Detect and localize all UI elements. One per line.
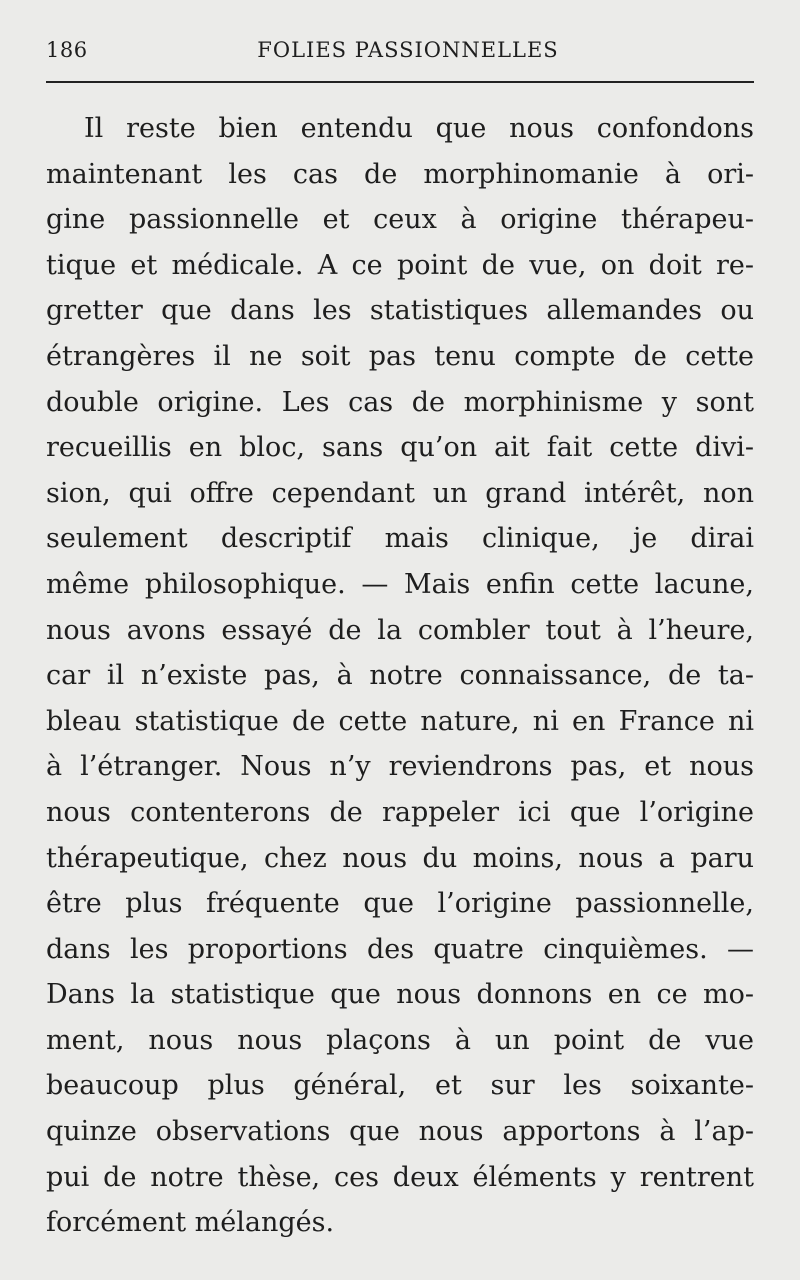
text-line: thérapeutique, chez nous du moins, nous a paru	[46, 842, 754, 874]
running-title: FOLIES PASSIONNELLES	[257, 38, 559, 62]
text-line: beaucoup plus général, et sur les soixante-	[46, 1070, 754, 1102]
text-line: double origine. Les cas de morphinisme y sont	[46, 386, 754, 418]
text-line: ment, nous nous plaçons à un point de vue	[46, 1024, 754, 1056]
text-line: recueillis en bloc, sans qu’on ait fait cette divi-	[46, 432, 754, 464]
text-line: gine passionnelle et ceux à origine thérapeu-	[46, 204, 754, 236]
page-header	[46, 38, 754, 70]
header-rule	[46, 81, 754, 83]
text-line: pui de notre thèse, ces deux éléments y rentrent	[46, 1161, 754, 1193]
text-line: à l’étranger. Nous n’y reviendrons pas, et nous	[46, 751, 754, 783]
text-line: dans les proportions des quatre cinquièmes. —	[46, 933, 754, 965]
text-line: même philosophique. — Mais enfin cette lacune,	[46, 568, 754, 600]
text-line: tique et médicale. A ce point de vue, on doit re-	[46, 249, 754, 281]
page-number: 186	[46, 38, 88, 62]
body-paragraph	[46, 106, 754, 1246]
text-line: être plus fréquente que l’origine passionnelle,	[46, 888, 754, 920]
text-line: sion, qui offre cependant un grand intérêt, non	[46, 477, 754, 509]
text-line: maintenant les cas de morphinomanie à ori-	[46, 158, 754, 190]
text-line: gretter que dans les statistiques allemandes ou	[46, 295, 754, 327]
text-line: quinze observations que nous apportons à l’ap-	[46, 1116, 754, 1148]
text-line: étrangères il ne soit pas tenu compte de cette	[46, 340, 754, 372]
text-line: Il reste bien entendu que nous confondons	[84, 113, 754, 144]
text-line: seulement descriptif mais clinique, je dirai	[46, 523, 754, 555]
text-line: car il n’existe pas, à notre connaissance, de ta-	[46, 660, 754, 692]
text-line: Dans la statistique que nous donnons en ce mo-	[46, 979, 754, 1011]
text-line: nous contenterons de rappeler ici que l’origine	[46, 796, 754, 828]
text-line: bleau statistique de cette nature, ni en France ni	[46, 705, 754, 737]
text-line: nous avons essayé de la combler tout à l’heure,	[46, 614, 754, 646]
text-line: forcément mélangés.	[46, 1207, 335, 1239]
